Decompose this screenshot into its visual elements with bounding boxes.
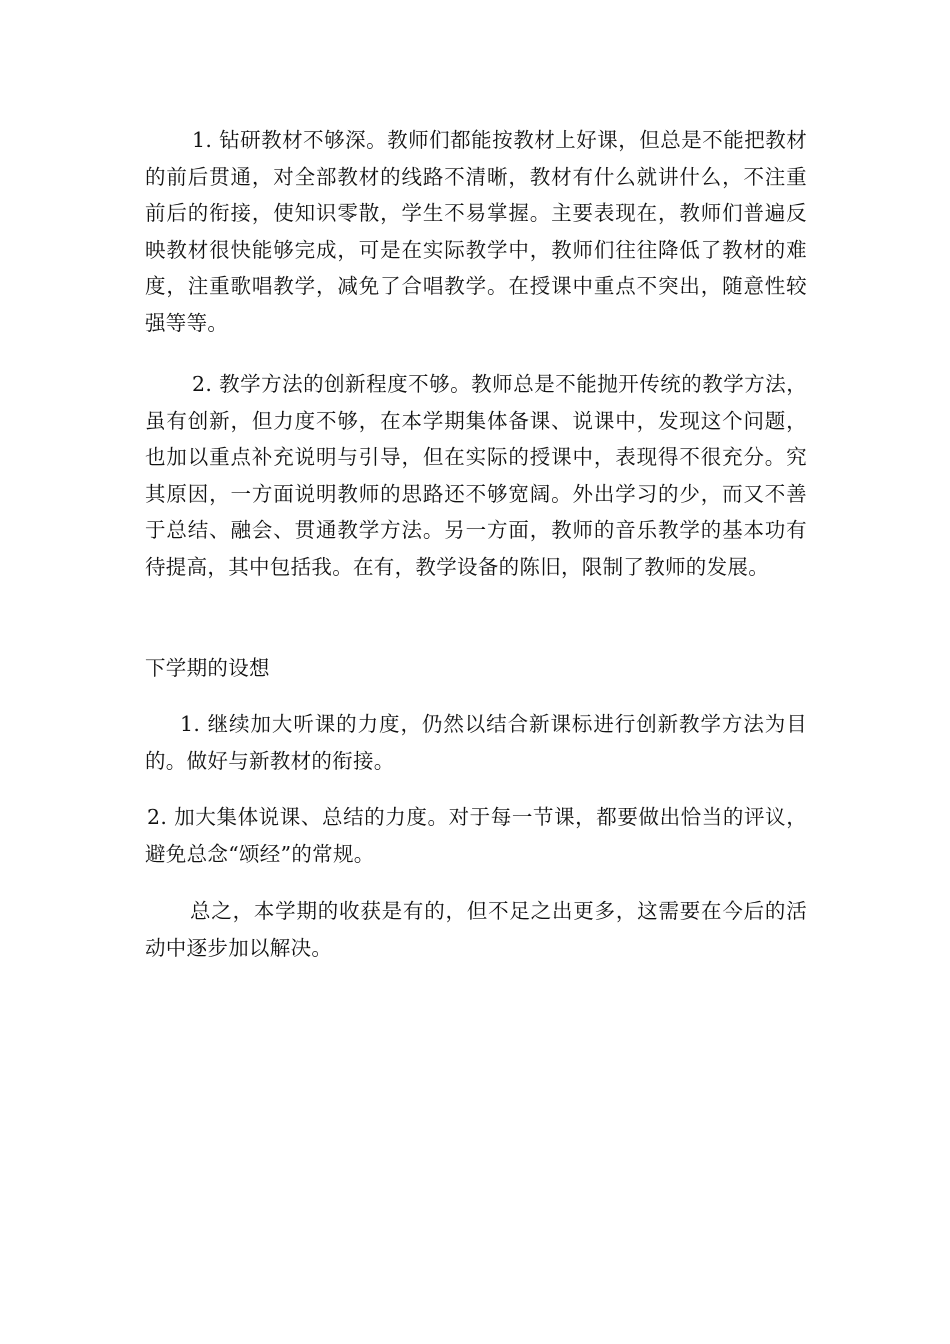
paragraph-plan-item-1: 1. 继续加大听课的力度，仍然以结合新课标进行创新教学方法为目的。做好与新教材的衔接。 bbox=[145, 712, 807, 773]
paragraph-teaching-method-issue: 2. 教学方法的创新程度不够。教师总是不能抛开传统的教学方法，虽有创新，但力度不够，在本学期集体备课、说课中，发现这个问题，也加以重点补充说明与引导，但在实际的授课中，表现得不很充分。究其原因，一方面说明教师的思路还不够宽阔。外出学习的少，而又不善于总结、融会、贯通教学方法。另一方面，教师的音乐教学的基本功有待提高，其中包括我。在有，教学设备的陈旧，限制了教师的发展。 bbox=[145, 372, 807, 579]
paragraph-teaching-materials-issue: 1. 钻研教材不够深。教师们都能按教材上好课，但总是不能把教材的前后贯通，对全部教材的线路不清晰，教材有什么就讲什么，不注重前后的衔接，使知识零散，学生不易掌握。主要表现在，教师们普遍反映教材很快能够完成，可是在实际教学中，教师们往往降低了教材的难度，注重歌唱教学，减免了合唱教学。在授课中重点不突出，随意性较强等等。 bbox=[145, 128, 807, 335]
paragraph-summary: 总之，本学期的收获是有的，但不足之出更多，这需要在今后的活动中逐步加以解决。 bbox=[145, 899, 807, 960]
paragraph-plan-item-2: 2. 加大集体说课、总结的力度。对于每一节课，都要做出恰当的评议，避免总念“颂经”的常规。 bbox=[145, 805, 807, 866]
section-heading-next-term-plan: 下学期的设想 bbox=[145, 656, 270, 680]
